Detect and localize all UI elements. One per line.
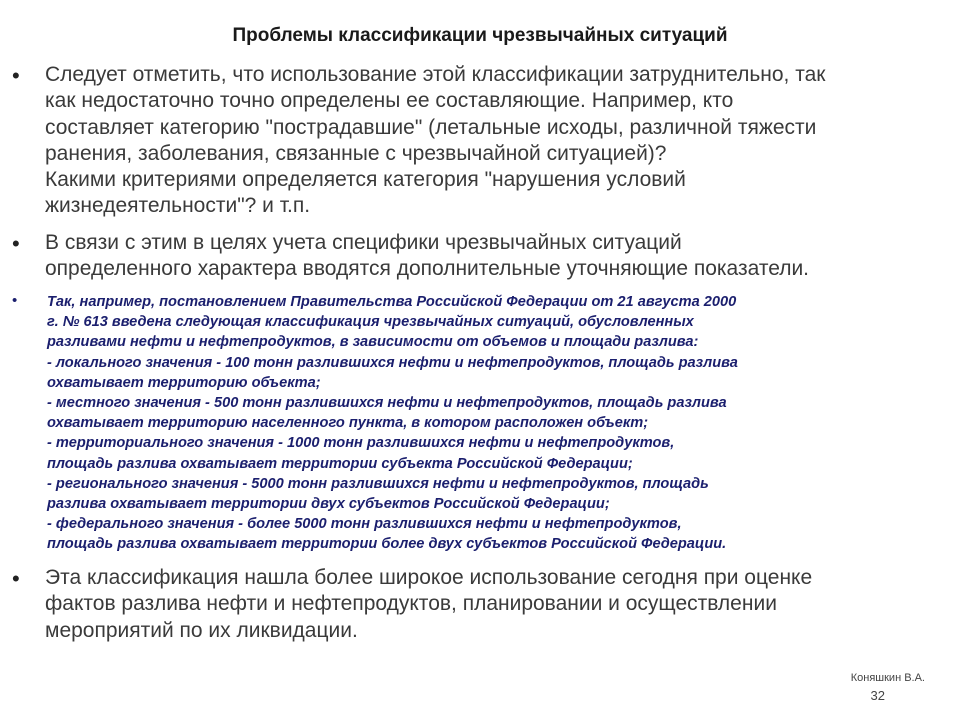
text-line: - регионального значения - 5000 тонн разлившихся нефти и нефтепродуктов, площадь <box>47 475 709 492</box>
slide-title: Проблемы классификации чрезвычайных ситуаций <box>232 25 728 46</box>
text-line: охватывает территорию объекта; <box>47 374 321 391</box>
text-line: площадь разлива охватывает территории субъекта Российской Федерации; <box>47 455 633 472</box>
text-line: ранения, заболевания, связанные с чрезвычайной ситуацией)? <box>45 141 667 165</box>
text-line: разливами нефти и нефтепродуктов, в зависимости от объемов и площади разлива: <box>47 334 699 351</box>
text-line: - территориального значения - 1000 тонн разлившихся нефти и нефтепродуктов, <box>47 435 675 452</box>
text-line: - локального значения - 100 тонн разлившихся нефти и нефтепродуктов, площадь разлива <box>47 354 738 371</box>
text-line: - местного значения - 500 тонн разлившихся нефти и нефтепродуктов, площадь разлива <box>47 395 727 412</box>
text-line: охватывает территорию населенного пункта, в котором расположен объект; <box>47 415 649 432</box>
text-line: составляет категорию "пострадавшие" (летальные исходы, различной тяжести <box>45 115 817 139</box>
text-line: разлива охватывает территории двух субъектов Российской Федерации; <box>47 496 610 513</box>
text-line: как недостаточно точно определены ее составляющие. Например, кто <box>45 89 734 113</box>
bullet-text <box>47 292 942 555</box>
page-number: 32 <box>870 688 885 703</box>
bullet-marker: • <box>12 292 18 309</box>
text-line: определенного характера вводятся дополнительные уточняющие показатели. <box>45 257 810 281</box>
text-line: жизнедеятельности"? и т.п. <box>45 194 311 218</box>
text-line: фактов разлива нефти и нефтепродуктов, планировании и осуществлении <box>45 592 777 616</box>
bullet-marker: • <box>12 231 20 256</box>
text-line: площадь разлива охватывает территории более двух субъектов Российской Федерации. <box>47 536 727 553</box>
text-line: В связи с этим в целях учета специфики чрезвычайных ситуаций <box>45 231 682 254</box>
text-line: мероприятий по их ликвидации. <box>45 618 358 642</box>
text-line: Какими критериями определяется категория "нарушения условий <box>45 168 686 192</box>
bullet-text <box>45 62 940 220</box>
text-line: Следует отметить, что использование этой классификации затруднительно, так <box>45 63 826 86</box>
bullet-text <box>45 230 940 283</box>
text-line: - федерального значения - более 5000 тонн разлившихся нефти и нефтепродуктов, <box>47 516 682 533</box>
text-line: г. № 613 введена следующая классификация чрезвычайных ситуаций, обусловленных <box>47 314 694 331</box>
bullet-marker: • <box>12 566 20 591</box>
bullet-marker: • <box>12 63 20 88</box>
author-name: Коняшкин В.А. <box>850 672 925 684</box>
text-line: Эта классификация нашла более широкое использование сегодня при оценке <box>45 566 813 589</box>
bullet-text <box>45 565 940 644</box>
text-line: Так, например, постановлением Правительства Российской Федерации от 21 августа 2000 <box>47 294 737 310</box>
